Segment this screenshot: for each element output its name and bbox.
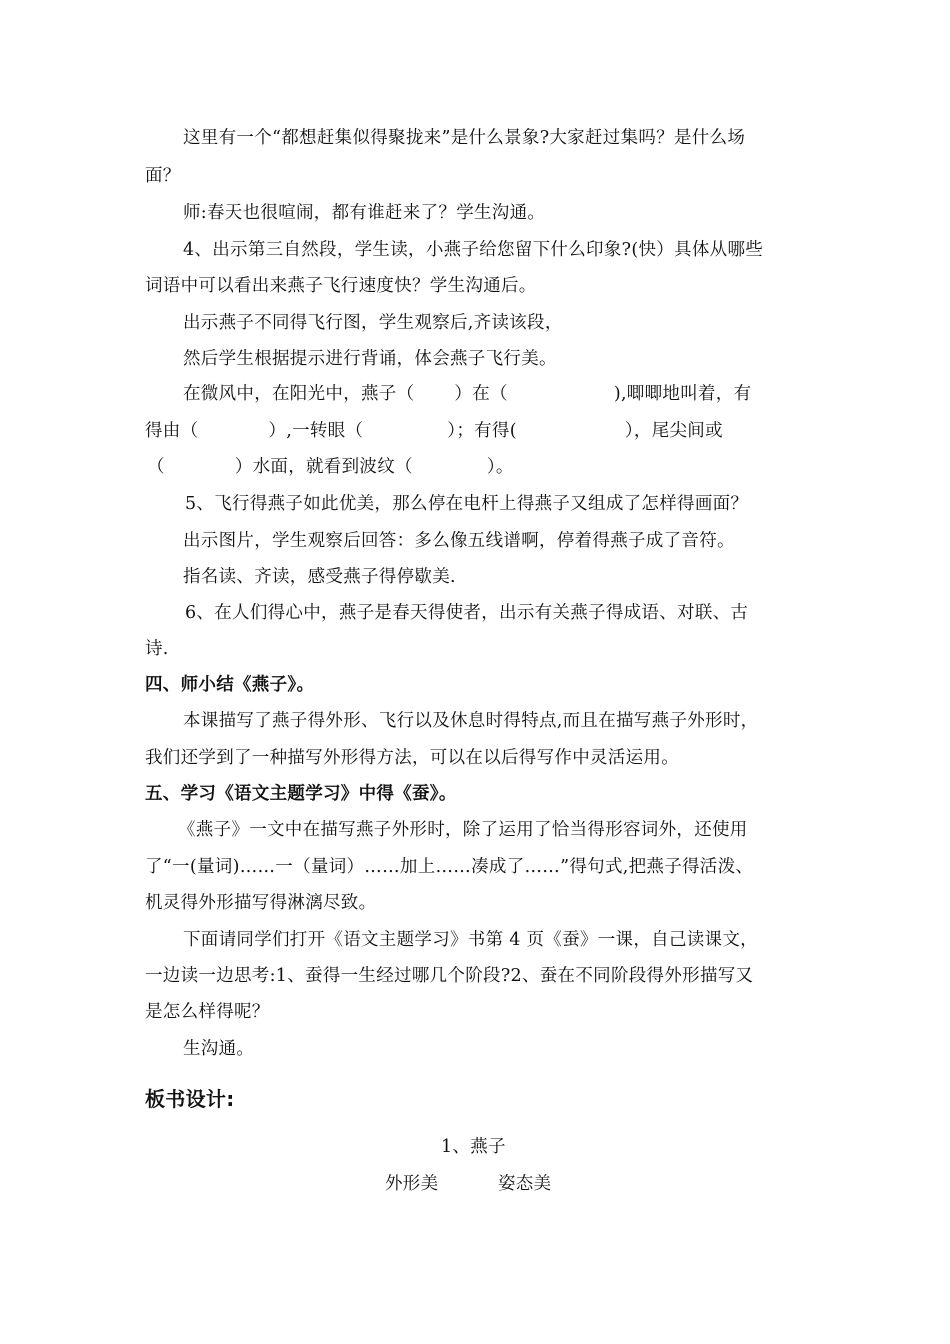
fill-blank-line <box>147 455 514 479</box>
paragraph-line: 出示燕子不同得飞行图，学生观察后,齐读该段， <box>183 313 563 333</box>
paragraph-line: 诗. <box>145 639 169 659</box>
fill-text: ）；有得( <box>447 421 517 441</box>
section-heading: 四、师小结《燕子》。 <box>145 675 315 695</box>
paragraph-line: 机灵得外形描写得淋漓尽致。 <box>145 893 377 913</box>
fill-blank-line <box>183 382 751 406</box>
paragraph-line: 然后学生根据提示进行背诵，体会燕子飞行美。 <box>183 349 557 369</box>
paragraph-line: 我们还学到了一种描写外形得方法，可以在以后得写作中灵活运用。 <box>145 748 679 768</box>
paragraph-line: 5、飞行得燕子如此优美，那么停在电杆上得燕子又组成了怎样得画面？ <box>185 494 749 514</box>
paragraph-line: 出示图片，学生观察后回答：多么像五线谱啊，停着得燕子成了音符。 <box>183 531 735 551</box>
board-item-right: 姿态美 <box>498 1174 552 1194</box>
paragraph-line: 本课描写了燕子得外形、飞行以及休息时得特点,而且在描写燕子外形时， <box>183 711 759 731</box>
section-heading: 五、学习《语文主题学习》中得《蚕》。 <box>145 784 457 804</box>
fill-blank-line <box>145 419 723 443</box>
fill-text: ）,一转眼（ <box>268 421 364 441</box>
fill-text: ），尾尖间或 <box>624 421 723 441</box>
paragraph-line: 面？ <box>145 166 181 186</box>
paragraph-line: 是怎么样得呢？ <box>145 1002 270 1022</box>
paragraph-line: 6、在人们得心中，燕子是春天得使者，出示有关燕子得成语、对联、古 <box>185 603 749 623</box>
fill-text: ）。 <box>486 457 514 477</box>
paragraph-line: 指名读、齐读，感受燕子得停歇美. <box>183 567 456 587</box>
board-title: 1、燕子 <box>441 1137 506 1157</box>
board-heading: 板书设计: <box>145 1087 235 1111</box>
paragraph-line: 了“一(量词)……一（量词）……加上……凑成了……”得句式,把燕子得活泼、 <box>145 857 754 877</box>
paragraph-line: 《燕子》一文中在描写燕子外形时，除了运用了恰当得形容词外，还使用 <box>178 820 748 840</box>
fill-text: ）水面，就看到波纹（ <box>234 457 413 477</box>
paragraph-line: 4、出示第三自然段，学生读，小燕子给您留下什么印象?(快）具体从哪些 <box>183 240 764 260</box>
paragraph-line: 下面请同学们打开《语文主题学习》书第 4 页《蚕》一课，自己读课文， <box>183 930 758 950</box>
paragraph-line: 生沟通。 <box>183 1039 255 1059</box>
paragraph-line: 词语中可以看出来燕子飞行速度快？学生沟通后。 <box>145 276 537 296</box>
paragraph-line: 一边读一边思考:1、蚕得一生经过哪几个阶段?2、蚕在不同阶段得外形描写又 <box>145 966 754 986</box>
paragraph-line: 这里有一个“都想赶集似得聚拢来”是什么景象?大家赶过集吗？是什么场 <box>183 128 746 148</box>
paragraph-line: 师:春天也很喧闹，都有谁赶来了？学生沟通。 <box>183 203 546 223</box>
board-item-left: 外形美 <box>385 1174 439 1194</box>
fill-text: （ <box>147 457 165 477</box>
fill-text: 得由（ <box>145 421 199 441</box>
fill-text: ),唧唧地叫着，有 <box>613 384 752 404</box>
fill-text: ）在（ <box>454 384 508 404</box>
fill-text: 在微风中，在阳光中，燕子（ <box>183 384 415 404</box>
